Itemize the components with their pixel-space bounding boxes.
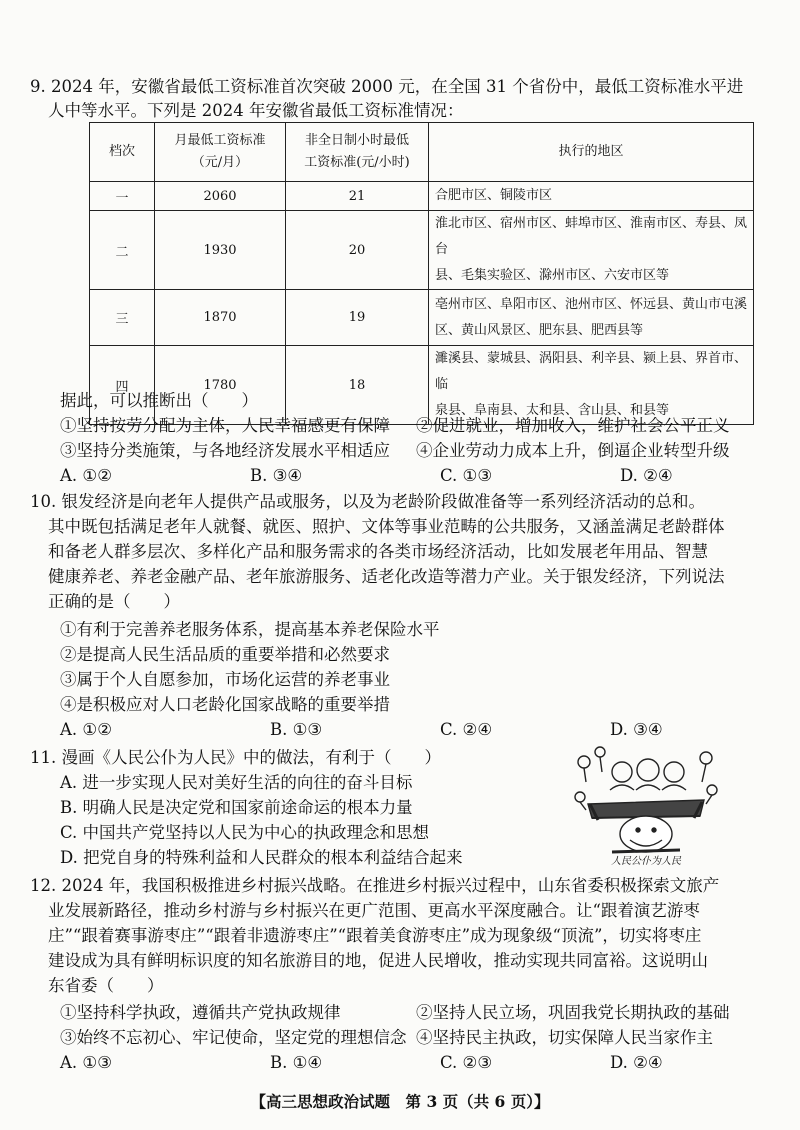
th-grade: 档次	[90, 123, 155, 182]
q9-item-1: ①坚持按劳分配为主体，人民幸福感更有保障	[60, 416, 390, 435]
q11-option-d[interactable]: D. 把党自身的特殊利益和人民群众的根本利益结合起来	[60, 848, 463, 867]
cell-grade: 二	[90, 211, 155, 290]
q10-choice-c[interactable]: C. ②④	[440, 720, 493, 739]
q10-line3: 和备老人群多层次、多样化产品和服务需求的各类市场经济活动，比如发展老年用品、智慧	[48, 542, 708, 561]
q10-item-3: ③属于个人自愿参加，市场化运营的养老事业	[60, 670, 390, 689]
q12-choice-c[interactable]: C. ②③	[440, 1053, 493, 1072]
cell-monthly: 2060	[155, 182, 286, 211]
q10-line2: 其中既包括满足老年人就餐、就医、照护、文体等事业范畴的公共服务，又涵盖满足老龄群体	[48, 517, 725, 536]
q9-prompt: 据此，可以推断出（ ）	[60, 391, 258, 410]
q9-stem-line1: 9. 2024 年，安徽省最低工资标准首次突破 2000 元，在全国 31 个省份中，最低工资标准水平进	[30, 77, 744, 96]
q12-line5: 东省委（ ）	[48, 976, 164, 995]
q9-item-2: ②促进就业，增加收入，维护社会公平正义	[416, 416, 730, 435]
th-monthly: 月最低工资标准 （元/月）	[155, 123, 286, 182]
q10-item-1: ①有利于完善养老服务体系，提高基本养老保险水平	[60, 620, 440, 639]
q10-choice-a[interactable]: A. ①②	[60, 720, 112, 739]
cell-hourly: 19	[286, 290, 429, 346]
cell-grade: 四	[90, 346, 155, 425]
q10-choice-d[interactable]: D. ③④	[610, 720, 663, 739]
cartoon-drawing	[572, 742, 720, 867]
q12-item-2: ②坚持人民立场，巩固我党长期执政的基础	[416, 1003, 730, 1022]
q12-item-4: ④坚持民主执政，切实保障人民当家作主	[416, 1028, 713, 1047]
q12-choice-d[interactable]: D. ②④	[610, 1053, 663, 1072]
q12-item-3: ③始终不忘初心、牢记使命，坚定党的理想信念	[60, 1028, 407, 1047]
q12-choice-b[interactable]: B. ①④	[270, 1053, 323, 1072]
cartoon-illustration	[572, 742, 720, 867]
th-hourly: 非全日制小时最低 工资标准(元/小时)	[286, 123, 429, 182]
cell-areas: 合肥市区、铜陵市区	[429, 182, 754, 211]
q10-item-2: ②是提高人民生活品质的重要举措和必然要求	[60, 645, 390, 664]
th-areas: 执行的地区	[429, 123, 754, 182]
cell-monthly: 1930	[155, 211, 286, 290]
cell-areas: 濉溪县、蒙城县、涡阳县、利辛县、颍上县、界首市、临 泉县、阜南县、太和县、含山县、和县等	[429, 346, 754, 425]
table-header-row	[90, 123, 754, 182]
q10-line1: 10. 银发经济是向老年人提供产品或服务，以及为老龄阶段做准备等一系列经济活动的总和。	[30, 492, 705, 511]
table-row	[90, 346, 754, 425]
q12-line3: 庄”“跟着赛事游枣庄”“跟着非遗游枣庄”“跟着美食游枣庄”成为现象级“顶流”，切实将枣庄	[48, 926, 702, 945]
q12-item-1: ①坚持科学执政，遵循共产党执政规律	[60, 1003, 341, 1022]
wage-table	[89, 122, 754, 425]
table-row	[90, 290, 754, 346]
cell-hourly: 18	[286, 346, 429, 425]
q11-option-b[interactable]: B. 明确人民是决定党和国家前途命运的根本力量	[60, 798, 413, 817]
q10-line4: 健康养老、养老金融产品、老年旅游服务、适老化改造等潜力产业。关于银发经济，下列说法	[48, 567, 725, 586]
q9-choice-c[interactable]: C. ①③	[440, 466, 493, 485]
q9-item-3: ③坚持分类施策，与各地经济发展水平相适应	[60, 441, 390, 460]
q9-choice-d[interactable]: D. ②④	[620, 466, 673, 485]
cell-monthly: 1870	[155, 290, 286, 346]
cell-grade: 三	[90, 290, 155, 346]
table-row	[90, 211, 754, 290]
cartoon-caption: 人民公仆为人民	[611, 856, 681, 867]
q10-choice-b[interactable]: B. ①③	[270, 720, 323, 739]
cell-hourly: 21	[286, 182, 429, 211]
q10-item-4: ④是积极应对人口老龄化国家战略的重要举措	[60, 695, 390, 714]
q12-line2: 业发展新路径，推动乡村游与乡村振兴在更广范围、更高水平深度融合。让“跟着演艺游枣	[48, 901, 700, 920]
q12-line4: 建设成为具有鲜明标识度的知名旅游目的地，促进人民增收，推动实现共同富裕。这说明山	[48, 951, 708, 970]
q9-item-4: ④企业劳动力成本上升，倒逼企业转型升级	[416, 441, 730, 460]
q12-line1: 12. 2024 年，我国积极推进乡村振兴战略。在推进乡村振兴过程中，山东省委积极探索文旅产	[30, 876, 720, 895]
cell-hourly: 20	[286, 211, 429, 290]
table-row	[90, 182, 754, 211]
q10-line5: 正确的是（ ）	[48, 592, 180, 611]
q11-option-a[interactable]: A. 进一步实现人民对美好生活的向往的奋斗目标	[60, 773, 413, 792]
q11-stem: 11. 漫画《人民公仆为人民》中的做法，有利于（ ）	[30, 748, 441, 767]
q9-stem-line2: 人中等水平。下列是 2024 年安徽省最低工资标准情况：	[48, 101, 464, 120]
q12-choice-a[interactable]: A. ①③	[60, 1053, 112, 1072]
q11-option-c[interactable]: C. 中国共产党坚持以人民为中心的执政理念和思想	[60, 823, 430, 842]
cell-monthly: 1780	[155, 346, 286, 425]
page-footer: 【高三思想政治试题 第 3 页（共 6 页）】	[250, 1092, 550, 1111]
q9-choice-b[interactable]: B. ③④	[250, 466, 303, 485]
cell-grade: 一	[90, 182, 155, 211]
cell-areas: 淮北市区、宿州市区、蚌埠市区、淮南市区、寿县、凤台 县、毛集实验区、滁州市区、六安市区等	[429, 211, 754, 290]
cell-areas: 亳州市区、阜阳市区、池州市区、怀远县、黄山市屯溪 区、黄山风景区、肥东县、肥西县等	[429, 290, 754, 346]
q9-choice-a[interactable]: A. ①②	[60, 466, 112, 485]
